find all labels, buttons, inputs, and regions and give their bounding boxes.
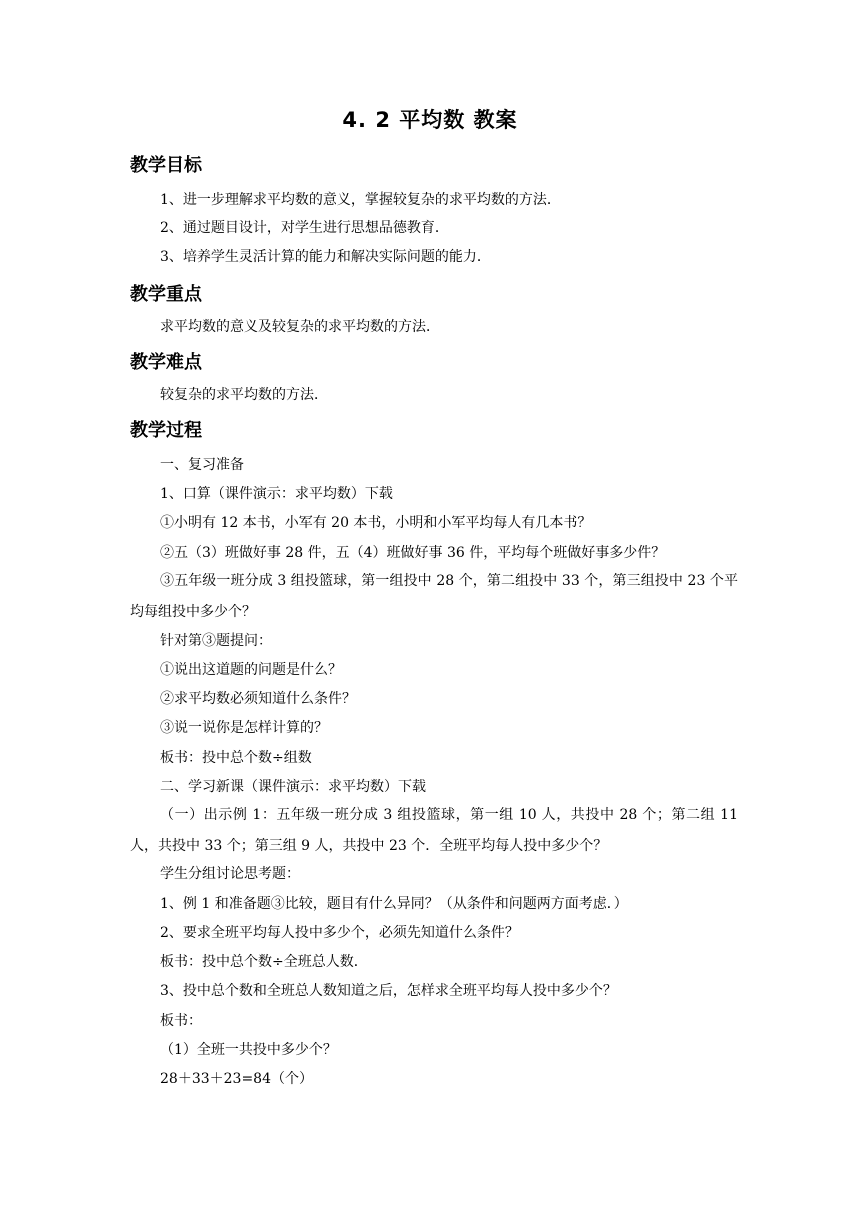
difficult-text: 较复杂的求平均数的方法． (160, 387, 328, 403)
process-line: ②五（3）班做好事 28 件，五（4）班做好事 36 件，平均每个班做好事多少件？ (160, 545, 666, 561)
difficult-heading: 教学难点 (130, 352, 202, 373)
goals-heading: 教学目标 (130, 155, 202, 176)
process-line: 二、学习新课（课件演示：求平均数）下载 (160, 779, 426, 795)
page-title: 4. 2 平均数 教案 (342, 108, 518, 132)
process-line: 2、要求全班平均每人投中多少个，必须先知道什么条件？ (160, 925, 519, 941)
process-line: 板书：投中总个数÷组数 (160, 750, 312, 766)
process-line: 3、投中总个数和全班总人数知道之后，怎样求全班平均每人投中多少个？ (160, 983, 617, 999)
process-line: 板书： (160, 1013, 202, 1029)
process-paragraph: （一）出示例 1：五年级一班分成 3 组投篮球，第一组 10 人，共投中 28 个；第二组 11 人，共投中 33 个；第三组 9 人，共投中 23 个．全班平均每人投中多少个？ (130, 807, 738, 854)
process-line: 1、例 1 和准备题③比较，题目有什么异同？（从条件和问题两方面考虑．） (160, 896, 628, 912)
process-line: （1）全班一共投中多少个？ (160, 1042, 337, 1058)
key-text: 求平均数的意义及较复杂的求平均数的方法． (160, 319, 440, 335)
process-line: 一、复习准备 (160, 457, 244, 473)
process-line: 针对第③题提问： (160, 633, 272, 649)
process-line: 28＋33＋23=84（个） (160, 1071, 313, 1087)
goal-item: 2、通过题目设计，对学生进行思想品德教育． (160, 220, 449, 236)
process-line: ③说一说你是怎样计算的？ (160, 720, 328, 736)
key-heading: 教学重点 (130, 284, 202, 305)
process-heading: 教学过程 (130, 420, 202, 441)
goal-item: 3、培养学生灵活计算的能力和解决实际问题的能力． (160, 249, 491, 265)
process-line: 1、口算（课件演示：求平均数）下载 (160, 486, 393, 502)
process-line: 板书：投中总个数÷全班总人数． (160, 954, 368, 970)
process-line: ①说出这道题的问题是什么？ (160, 662, 342, 678)
process-paragraph: ③五年级一班分成 3 组投篮球，第一组投中 28 个，第二组投中 33 个，第三组投中 23 个平均每组投中多少个？ (130, 573, 738, 620)
process-line: ②求平均数必须知道什么条件？ (160, 691, 356, 707)
process-line: 学生分组讨论思考题： (160, 866, 300, 882)
goal-item: 1、进一步理解求平均数的意义，掌握较复杂的求平均数的方法． (160, 192, 561, 208)
process-line: ①小明有 12 本书，小军有 20 本书，小明和小军平均每人有几本书？ (160, 515, 592, 531)
